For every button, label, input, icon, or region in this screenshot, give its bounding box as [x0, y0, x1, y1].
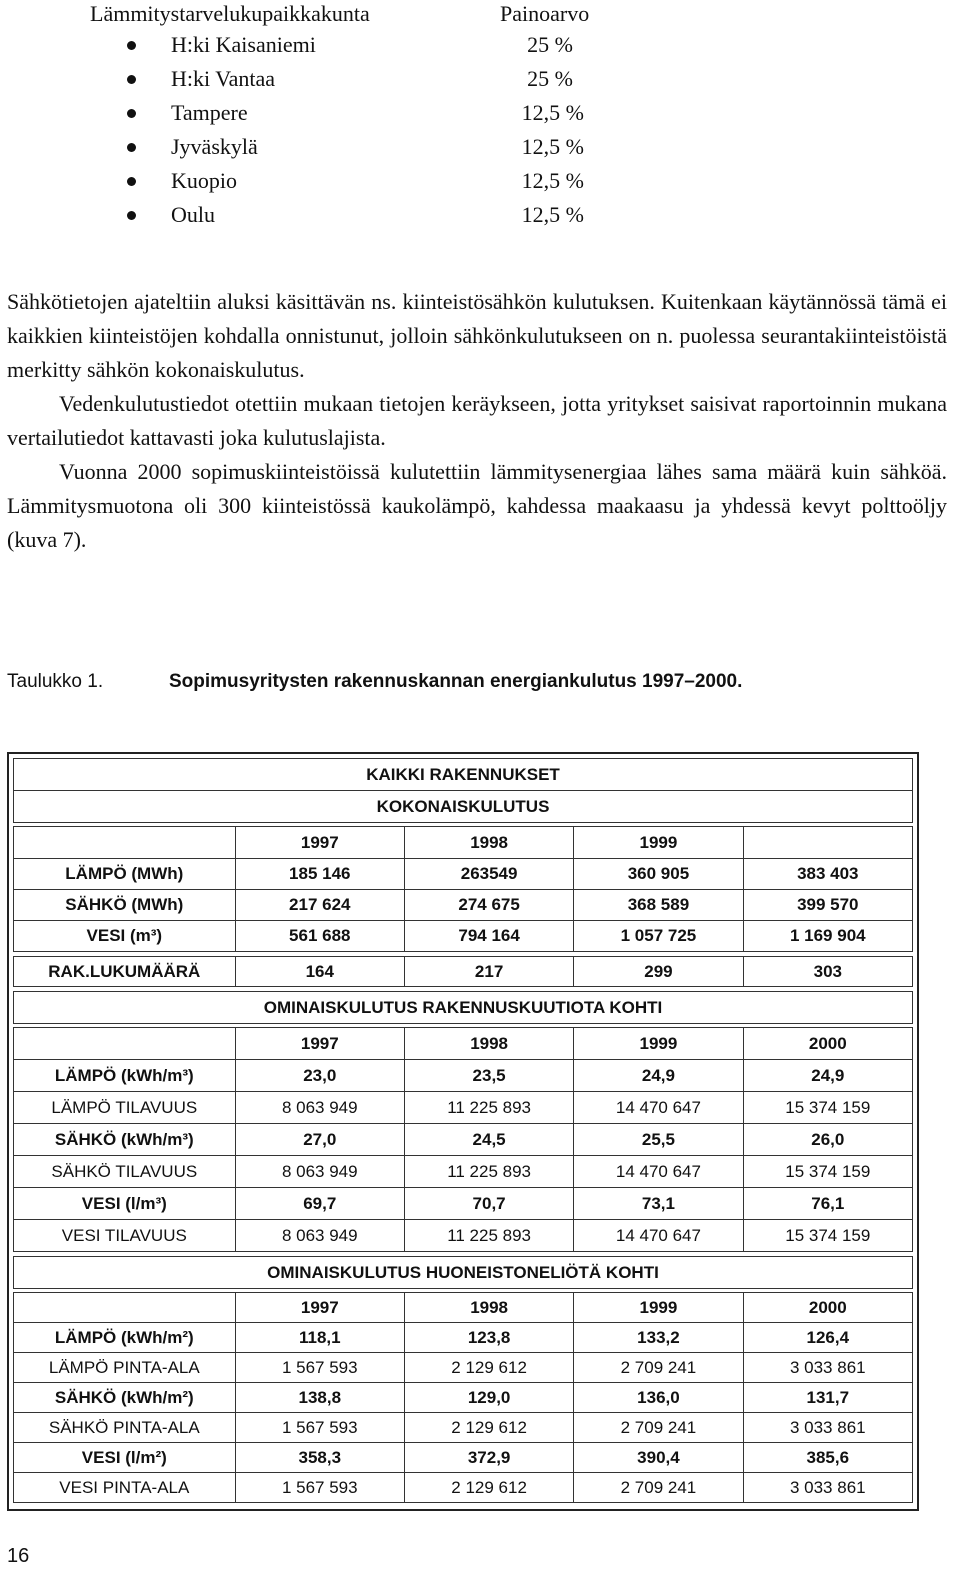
table-cell: 14 470 647: [574, 1156, 743, 1188]
table-cell: 1 567 593: [235, 1413, 404, 1443]
table-cell: 138,8: [235, 1383, 404, 1413]
table-cell: 8 063 949: [235, 1092, 404, 1124]
caption-title: Sopimusyritysten rakennuskannan energiankulutus 1997–2000.: [169, 671, 743, 692]
year-cell: 1997: [235, 1293, 404, 1323]
table-cell: 2 129 612: [404, 1353, 573, 1383]
table-cell: 73,1: [574, 1188, 743, 1220]
row-label: SÄHKÖ PINTA-ALA: [14, 1413, 236, 1443]
table-cell: 26,0: [743, 1124, 912, 1156]
year-row: [14, 827, 913, 859]
table-row: [14, 1443, 913, 1473]
page-number: 16: [7, 1545, 30, 1567]
year-cell: 1998: [404, 827, 573, 859]
list-item: [90, 96, 620, 130]
table-cell: 15 374 159: [743, 1156, 912, 1188]
table-cell: 383 403: [743, 859, 912, 890]
table-cell: 131,7: [743, 1383, 912, 1413]
row-label: SÄHKÖ TILAVUUS: [14, 1156, 236, 1188]
paragraph: Sähkötietojen ajateltiin aluksi käsittävän ns. kiinteistösähkön kulutuksen. Kuitenkaan käytännössä tämä ei kaikkien kiinteistöjen kohdalla onnistunut, jolloin sähkönkulutukseen on n. puolessa seurantakiinteistöistä merkitty sähkön kokonaiskulutus.: [7, 289, 947, 382]
table-row: [14, 1220, 913, 1252]
location-name: H:ki Kaisaniemi: [171, 32, 316, 57]
table-row: [14, 957, 913, 987]
location-name: Oulu: [171, 202, 215, 227]
table-cell: 11 225 893: [404, 1092, 573, 1124]
section-title: KOKONAISKULUTUS: [14, 791, 913, 823]
table-cell: 24,9: [743, 1060, 912, 1092]
table-cell: 217 624: [235, 890, 404, 921]
year-cell: 1997: [235, 1028, 404, 1060]
table-cell: 11 225 893: [404, 1220, 573, 1252]
table-cell: 390,4: [574, 1443, 743, 1473]
table-cell: 123,8: [404, 1323, 573, 1353]
table-row: [14, 921, 913, 952]
weight-list: [90, 0, 620, 232]
weight-value: 12,5 %: [521, 168, 584, 193]
paragraph: Vuonna 2000 sopimuskiinteistöissä kulutettiin lämmitysenergiaa lähes sama määrä kuin sähköä. Lämmitysmuotona oli 300 kiinteistössä kaukolämpö, kahdessa maakaasu ja yhdessä kevyt polttoöljy (kuva 7).: [7, 459, 947, 552]
table-row: [14, 859, 913, 890]
table-cell: 1 567 593: [235, 1353, 404, 1383]
table-cell: 2 709 241: [574, 1413, 743, 1443]
bullet-icon: [127, 41, 136, 50]
row-label: SÄHKÖ (MWh): [14, 890, 236, 921]
weight-header: Painoarvo: [500, 1, 590, 26]
table-cell: 274 675: [404, 890, 573, 921]
table-caption: [7, 667, 947, 697]
table-cell: 14 470 647: [574, 1220, 743, 1252]
table-row: [14, 890, 913, 921]
table-cell: 69,7: [235, 1188, 404, 1220]
table-cell: 133,2: [574, 1323, 743, 1353]
table-cell: 3 033 861: [743, 1473, 912, 1503]
row-label: LÄMPÖ PINTA-ALA: [14, 1353, 236, 1383]
row-label: VESI (m³): [14, 921, 236, 952]
weight-value: 12,5 %: [521, 134, 584, 159]
table-cell: 24,9: [574, 1060, 743, 1092]
row-label: VESI (l/m³): [14, 1188, 236, 1220]
table-cell: 23,0: [235, 1060, 404, 1092]
table-cell: 3 033 861: [743, 1413, 912, 1443]
table-row: [14, 1060, 913, 1092]
table-cell: 185 146: [235, 859, 404, 890]
table-cell: 25,5: [574, 1124, 743, 1156]
weight-value: 25 %: [527, 32, 584, 57]
table-cell: 360 905: [574, 859, 743, 890]
body-text: [7, 285, 947, 557]
caption-label: Taulukko 1.: [7, 671, 104, 692]
list-item: [90, 130, 620, 164]
table-cell: 11 225 893: [404, 1156, 573, 1188]
table-row: [14, 1323, 913, 1353]
table-cell: 14 470 647: [574, 1092, 743, 1124]
table-cell: 372,9: [404, 1443, 573, 1473]
table-cell: 1 169 904: [743, 921, 912, 952]
paragraph: Vedenkulutustiedot otettiin mukaan tietojen keräykseen, jotta yritykset saisivat raportoinnin mukana vertailutiedot kattavasti joka kulutuslajista.: [7, 391, 947, 450]
bullet-icon: [127, 211, 136, 220]
bullet-icon: [127, 177, 136, 186]
table-cell: 399 570: [743, 890, 912, 921]
table-cell: 136,0: [574, 1383, 743, 1413]
table-cell: 15 374 159: [743, 1092, 912, 1124]
table-cell: 299: [574, 957, 743, 987]
table-row: [14, 1473, 913, 1503]
table-row: [14, 1124, 913, 1156]
table-cell: 70,7: [404, 1188, 573, 1220]
year-cell: 2000: [743, 1028, 912, 1060]
location-name: Tampere: [171, 100, 248, 125]
row-label: RAK.LUKUMÄÄRÄ: [14, 957, 236, 987]
table-cell: 2 709 241: [574, 1473, 743, 1503]
table-section-1: [13, 758, 913, 1503]
row-label: LÄMPÖ TILAVUUS: [14, 1092, 236, 1124]
table-cell: 2 129 612: [404, 1413, 573, 1443]
bullet-icon: [127, 75, 136, 84]
table-cell: 303: [743, 957, 912, 987]
table-cell: 129,0: [404, 1383, 573, 1413]
weight-value: 12,5 %: [521, 100, 584, 125]
row-label: VESI PINTA-ALA: [14, 1473, 236, 1503]
table-cell: 263549: [404, 859, 573, 890]
year-cell: 1997: [235, 827, 404, 859]
year-cell: 2000: [743, 1293, 912, 1323]
table-cell: 126,4: [743, 1323, 912, 1353]
table-cell: 561 688: [235, 921, 404, 952]
location-name: Jyväskylä: [171, 134, 258, 159]
table-title: KAIKKI RAKENNUKSET: [14, 759, 913, 791]
section-title: OMINAISKULUTUS HUONEISTONELIÖTÄ KOHTI: [14, 1257, 913, 1289]
weight-value: 25 %: [527, 66, 584, 91]
year-cell: 1999: [574, 1028, 743, 1060]
bullet-icon: [127, 109, 136, 118]
weight-value: 12,5 %: [521, 202, 584, 227]
location-name: Kuopio: [171, 168, 237, 193]
row-label: VESI TILAVUUS: [14, 1220, 236, 1252]
year-cell: 1998: [404, 1293, 573, 1323]
table-cell: 358,3: [235, 1443, 404, 1473]
table-row: [14, 1092, 913, 1124]
location-header: Lämmitystarvelukupaikkakunta: [90, 1, 370, 26]
bullet-icon: [127, 143, 136, 152]
table-cell: 15 374 159: [743, 1220, 912, 1252]
row-label: VESI (l/m²): [14, 1443, 236, 1473]
year-cell: 1999: [574, 827, 743, 859]
table-cell: 217: [404, 957, 573, 987]
table-cell: 24,5: [404, 1124, 573, 1156]
table-cell: 1 057 725: [574, 921, 743, 952]
row-label: SÄHKÖ (kWh/m²): [14, 1383, 236, 1413]
table-cell: 8 063 949: [235, 1220, 404, 1252]
table-row: [14, 1188, 913, 1220]
table-cell: 385,6: [743, 1443, 912, 1473]
table-cell: 27,0: [235, 1124, 404, 1156]
table-row: [14, 1413, 913, 1443]
list-item: [90, 28, 620, 62]
row-label: LÄMPÖ (kWh/m³): [14, 1060, 236, 1092]
weight-list-header: [90, 0, 620, 28]
table-cell: 8 063 949: [235, 1156, 404, 1188]
table-cell: 23,5: [404, 1060, 573, 1092]
table-cell: 794 164: [404, 921, 573, 952]
table-cell: 368 589: [574, 890, 743, 921]
table-cell: 2 129 612: [404, 1473, 573, 1503]
table-row: [14, 1156, 913, 1188]
year-row: [14, 1028, 913, 1060]
table-cell: 1 567 593: [235, 1473, 404, 1503]
year-cell: [743, 827, 912, 859]
row-label: LÄMPÖ (MWh): [14, 859, 236, 890]
year-row: [14, 1293, 913, 1323]
table-row: [14, 1383, 913, 1413]
section-title: OMINAISKULUTUS RAKENNUSKUUTIOTA KOHTI: [14, 992, 913, 1024]
table-cell: 2 709 241: [574, 1353, 743, 1383]
energy-table: [7, 752, 919, 1511]
table-cell: 118,1: [235, 1323, 404, 1353]
list-item: [90, 198, 620, 232]
year-cell: 1998: [404, 1028, 573, 1060]
table-cell: 3 033 861: [743, 1353, 912, 1383]
table-cell: 164: [235, 957, 404, 987]
row-label: LÄMPÖ (kWh/m²): [14, 1323, 236, 1353]
list-item: [90, 164, 620, 198]
table-row: [14, 1353, 913, 1383]
location-name: H:ki Vantaa: [171, 66, 276, 91]
table-cell: 76,1: [743, 1188, 912, 1220]
list-item: [90, 62, 620, 96]
row-label: SÄHKÖ (kWh/m³): [14, 1124, 236, 1156]
year-cell: 1999: [574, 1293, 743, 1323]
